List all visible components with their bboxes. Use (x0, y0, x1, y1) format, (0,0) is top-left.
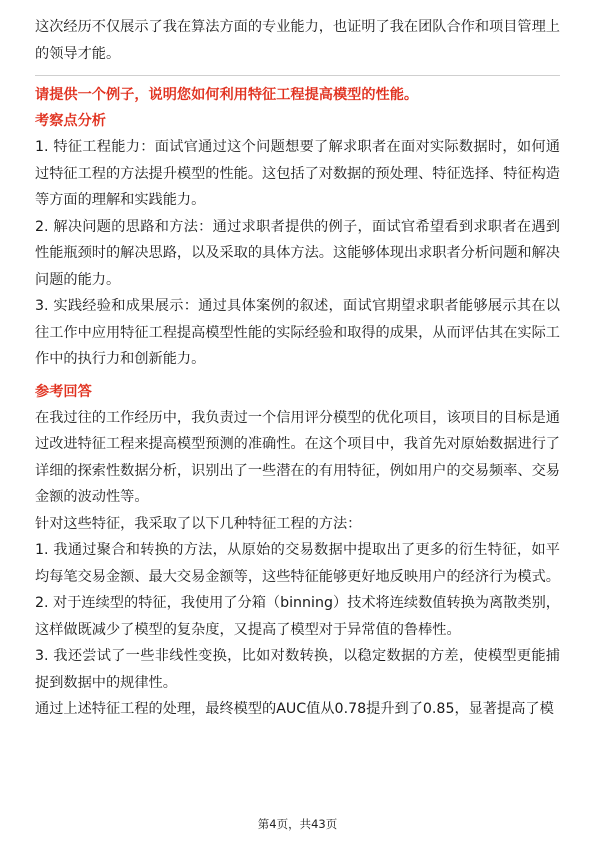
document-page (35, 14, 560, 723)
answer-paragraph-4: 2. 对于连续型的特征，我使用了分箱（binning）技术将连续数值转换为离散类别，这样做既减少了模型的复杂度，又提高了模型对于异常值的鲁棒性。 (35, 595, 560, 638)
intro-paragraph: 这次经历不仅展示了我在算法方面的专业能力，也证明了我在团队合作和项目管理上的领导才能。 (35, 19, 560, 62)
analysis-title: 考察点分析 (35, 113, 106, 129)
page-number: 第4页，共43页 (257, 817, 338, 831)
question-heading: 请提供一个例子，说明您如何利用特征工程提高模型的性能。 (35, 87, 419, 103)
answer-paragraph-3: 1. 我通过聚合和转换的方法，从原始的交易数据中提取出了更多的衍生特征，如平均每笔交易金额、最大交易金额等，这些特征能够更好地反映用户的经济行为模式。 (35, 542, 560, 585)
answer-paragraph-2: 针对这些特征，我采取了以下几种特征工程的方法： (35, 515, 362, 532)
analysis-item-3: 3. 实践经验和成果展示：通过具体案例的叙述，面试官期望求职者能够展示其在以往工作中应用特征工程提高模型性能的实际经验和取得的成果，从而评估其在实际工作中的执行力和创新能力。 (35, 298, 560, 367)
answer-paragraph-1: 在我过往的工作经历中，我负责过一个信用评分模型的优化项目，该项目的目标是通过改进特征工程来提高模型预测的准确性。在这个项目中，我首先对原始数据进行了详细的探索性数据分析，识别出了一些潜在的有用特征，例如用户的交易频率、交易金额的波动性等。 (35, 409, 560, 505)
section-divider (35, 75, 560, 76)
analysis-item-1: 1. 特征工程能力：面试官通过这个问题想要了解求职者在面对实际数据时，如何通过特征工程的方法提升模型的性能。这包括了对数据的预处理、特征选择、特征构造等方面的理解和实践能力。 (35, 139, 560, 208)
analysis-item-2: 2. 解决问题的思路和方法：通过求职者提供的例子，面试官希望看到求职者在遇到性能瓶颈时的解决思路，以及采取的具体方法。这能够体现出求职者分析问题和解决问题的能力。 (35, 218, 560, 288)
answer-paragraph-6: 通过上述特征工程的处理，最终模型的AUC值从0.78提升到了0.85，显著提高了模 (35, 701, 554, 717)
answer-paragraph-5: 3. 我还尝试了一些非线性变换，比如对数转换，以稳定数据的方差，使模型更能捕捉到数据中的规律性。 (35, 648, 560, 691)
answer-title: 参考回答 (35, 383, 92, 400)
